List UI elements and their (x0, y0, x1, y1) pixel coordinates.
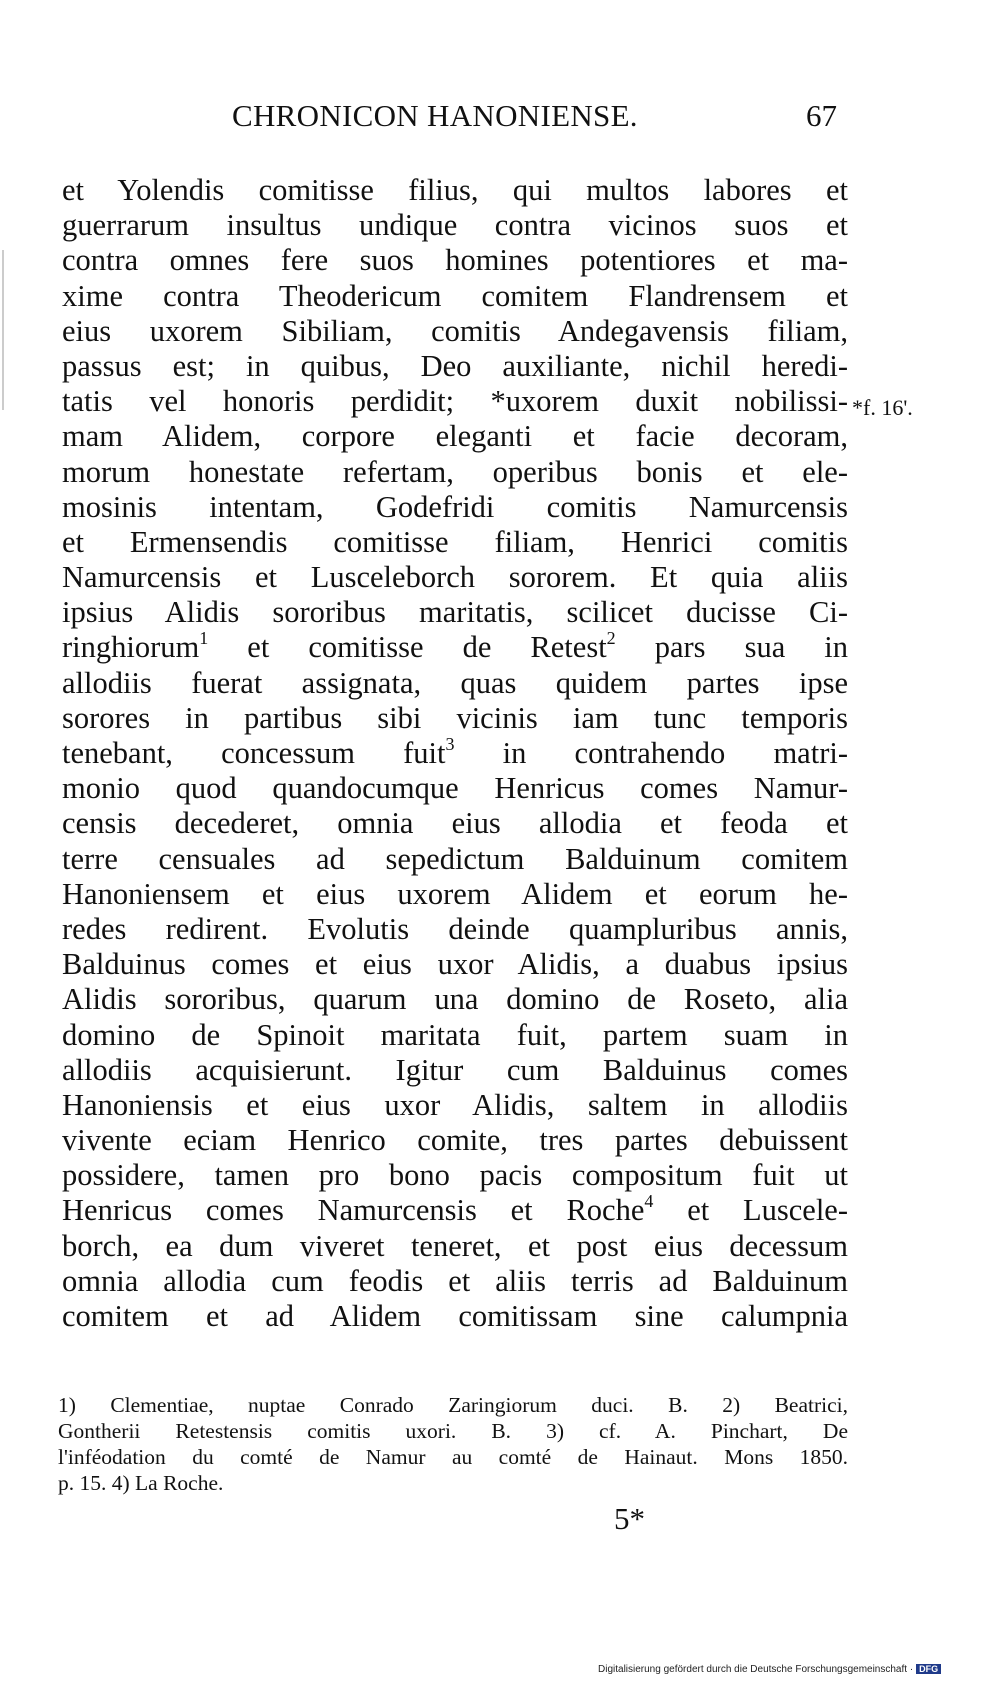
text-line: Alidis sororibus, quarum una domino de Roseto, alia (62, 982, 848, 1017)
text-line: borch, ea dum viveret teneret, et post eius decessum (62, 1228, 848, 1263)
running-title: CHRONICON HANONIENSE. (232, 98, 638, 133)
text-fragment: Henricus comes Namurcensis et Roche (62, 1193, 645, 1228)
footnote-line: 1) Clementiae, nuptae Conrado Zaringiorum duci. B. 2) Beatrici, (58, 1393, 848, 1417)
text-fragment: ringhiorum (62, 630, 200, 665)
text-line: Hanoniensem et eius uxorem Alidem et eorum he- (62, 876, 848, 911)
footnote-line: p. 15. 4) La Roche. (58, 1471, 224, 1495)
page-number: 67 (806, 98, 837, 133)
text-fragment: in contrahendo matri- (454, 736, 848, 770)
text-line: monio quod quandocumque Henricus comes Namur- (62, 771, 848, 806)
text-line: terre censuales ad sepedictum Balduinum comitem (62, 841, 848, 876)
text-line: xime contra Theodericum comitem Flandrensem et (62, 278, 848, 313)
text-line: Namurcensis et Lusceleborch sororem. Et quia aliis (62, 560, 848, 595)
footnote-ref-3: 3 (445, 734, 455, 754)
text-line: Hanoniensis et eius uxor Alidis, saltem in allodiis (62, 1087, 848, 1122)
text-line: ipsius Alidis sororibus maritatis, scilicet ducisse Ci- (62, 595, 848, 630)
text-line: redes redirent. Evolutis deinde quampluribus annis, (62, 911, 848, 946)
text-fragment: et comitisse de Retest (208, 630, 607, 665)
folio-margin-note: *f. 16'. (852, 395, 913, 420)
text-line: mosinis intentam, Godefridi comitis Namurcensis (62, 489, 848, 524)
footnote-ref-2: 2 (606, 628, 616, 649)
text-line: allodiis fuerat assignata, quas quidem partes ipse (62, 665, 848, 700)
text-line: Balduinus comes et eius uxor Alidis, a duabus ipsius (62, 947, 848, 982)
footnotes (58, 1392, 848, 1496)
text-line: comitem et ad Alidem comitissam sine calumpnia (62, 1299, 848, 1333)
text-line: guerrarum insultus undique contra vicinos suos et (62, 208, 848, 243)
text-line: allodiis acquisierunt. Igitur cum Balduinus comes (62, 1052, 848, 1087)
text-line: contra omnes fere suos homines potentiores et ma- (62, 243, 848, 278)
digitization-note (598, 1664, 941, 1675)
footnote-ref-4: 4 (644, 1191, 654, 1212)
text-line: sorores in partibus sibi vicinis iam tunc temporis (62, 700, 848, 735)
footnote-ref-1: 1 (199, 628, 209, 649)
signature-mark: 5* (614, 1501, 645, 1536)
running-header (0, 98, 1000, 142)
text-line-with-footnote-ref (62, 1193, 848, 1228)
footnote-line: l'inféodation du comté de Namur au comté de Hainaut. Mons 1850. (58, 1445, 848, 1469)
text-line: et Ermensendis comitisse filiam, Henrici comitis (62, 524, 848, 559)
page-edge-mark (2, 250, 4, 410)
text-line: censis decederet, omnia eius allodia et feoda et (62, 806, 848, 841)
text-line: tatis vel honoris perdidit; *uxorem duxit nobilissi- (62, 384, 848, 419)
text-fragment: pars sua in (615, 630, 848, 665)
footnote-line: Gontherii Retestensis comitis uxori. B. 3) cf. A. Pinchart, De (58, 1419, 848, 1443)
text-line: possidere, tamen pro bono pacis compositum fuit ut (62, 1158, 848, 1193)
main-text (62, 173, 848, 1334)
text-line: eius uxorem Sibiliam, comitis Andegavensis filiam, (62, 313, 848, 348)
text-line-with-footnote-refs (62, 630, 848, 665)
text-fragment: tenebant, concessum fuit (62, 736, 446, 770)
text-line: domino de Spinoit maritata fuit, partem suam in (62, 1017, 848, 1052)
text-line: vivente eciam Henrico comite, tres partes debuissent (62, 1123, 848, 1158)
text-line: morum honestate refertam, operibus bonis et ele- (62, 454, 848, 489)
dfg-logo: DFG (916, 1664, 941, 1674)
digitization-text: Digitalisierung gefördert durch die Deutsche Forschungsgemeinschaft · (598, 1664, 914, 1675)
text-line: et Yolendis comitisse filius, qui multos labores et (62, 173, 848, 207)
text-fragment: et Luscele- (653, 1193, 848, 1228)
text-line-with-footnote-ref (62, 736, 848, 771)
text-line: omnia allodia cum feodis et aliis terris ad Balduinum (62, 1263, 848, 1298)
text-line: mam Alidem, corpore eleganti et facie decoram, (62, 419, 848, 454)
text-line: passus est; in quibus, Deo auxiliante, nichil heredi- (62, 348, 848, 383)
